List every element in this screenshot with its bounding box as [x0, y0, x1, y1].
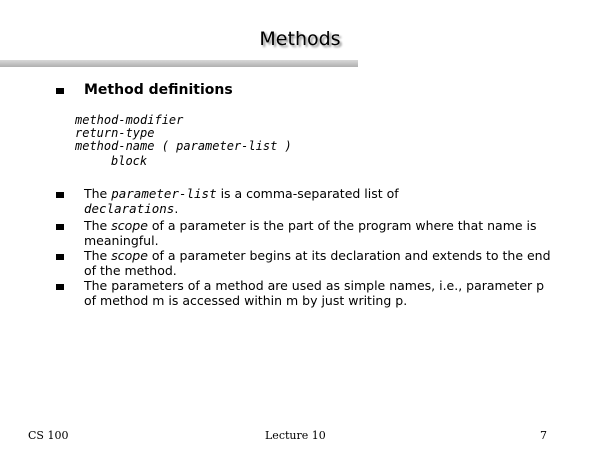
code-line-method-name: method-name ( parameter-list ) [75, 139, 292, 153]
code-line-return-type: return-type [75, 126, 155, 140]
bullet-code-term: parameter-list [111, 186, 217, 201]
bullet-text: The [84, 248, 112, 263]
bullet-text: The [84, 218, 112, 233]
code-line-block: block [111, 154, 148, 168]
bullet-emphasis: scope [111, 248, 148, 263]
bullet-text: . [174, 201, 179, 216]
bullet-text: of a parameter is the part of the program where that name is meaningful. [84, 218, 537, 248]
bullet-simple-names: The parameters of a method are used as simple names, i.e., parameter p of method m is accessed within m by just writing p. [84, 278, 545, 308]
code-line-modifier: method-modifier [75, 113, 184, 127]
bullet-text: of a parameter begins at its declaration and extends to the end of the method. [84, 248, 551, 278]
title-underline-bar [0, 60, 358, 67]
bullet-square-icon [56, 284, 64, 290]
bullet-text: is a comma-separated list of [216, 186, 399, 201]
bullet-scope-extent [84, 248, 554, 278]
section-heading: Method definitions [84, 82, 233, 98]
bullet-text: The [84, 186, 112, 201]
bullet-square-icon [56, 192, 64, 198]
bullet-parameter-list [84, 186, 554, 216]
bullet-emphasis: scope [111, 218, 148, 233]
bullet-square-icon [56, 88, 64, 94]
footer-lecture: Lecture 10 [265, 429, 326, 442]
bullet-square-icon [56, 224, 64, 230]
bullet-square-icon [56, 254, 64, 260]
bullet-scope-definition [84, 218, 554, 248]
footer-course: CS 100 [28, 429, 69, 442]
footer-page-number: 7 [540, 429, 547, 442]
slide-title: Methods [259, 28, 341, 50]
bullet-code-term: declarations [84, 201, 175, 216]
